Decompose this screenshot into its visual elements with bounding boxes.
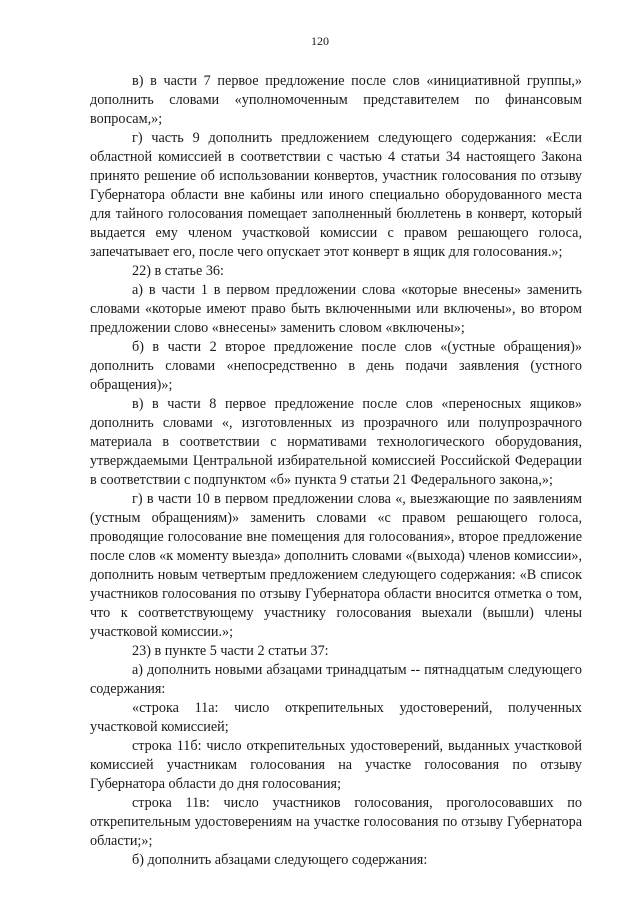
- paragraph: г) часть 9 дополнить предложением следующего содержания: «Если областной комиссией в соответствии с частью 4 статьи 34 настоящего Закона принято решение об использовании конвертов, участник голосования по отзыву Губернатора области вне кабины или иного специально оборудованного места для тайного голосования помещает заполненный бюллетень в конверт, который выдается ему членом участковой комиссии с правом решающего голоса, запечатывает его, после чего опускает этот конверт в ящик для голосования.»;: [90, 130, 582, 260]
- paragraph: 22) в статье 36:: [132, 263, 224, 279]
- paragraph: г) в части 10 в первом предложении слова «, выезжающие по заявлениям (устным обращениям)» заменить словами «с правом решающего голоса, проводящие голосование вне помещения для голосования», второе предложение после слов «к моменту выезда» дополнить словами «(выхода) членов комиссии», дополнить новым четвертым предложением следующего содержания: «В список участников голосования по отзыву Губернатора области вносится отметка о том, что к соответствующему участнику голосования выехали (вышли) члены участковой комиссии.»;: [90, 491, 582, 640]
- paragraph: строка 11в: число участников голосования, проголосовавших по открепительным удостоверениям на участке голосования по отзыву Губернатора области;»;: [90, 795, 582, 849]
- paragraph: «строка 11а: число открепительных удостоверений, полученных участковой комиссией;: [90, 700, 582, 735]
- paragraph: 23) в пункте 5 части 2 статьи 37:: [132, 643, 329, 659]
- paragraph: в) в части 8 первое предложение после слов «переносных ящиков» дополнить словами «, изготовленных из прозрачного или полупрозрачного материала в соответствии с нормативами технологического оборудования, утверждаемыми Центральной избирательной комиссией Российской Федерации в соответствии с подпунктом «б» пункта 9 статьи 21 Федерального закона,»;: [90, 396, 582, 488]
- paragraph: б) в части 2 второе предложение после слов «(устные обращения)» дополнить словами «непосредственно в день подачи заявления (устного обращения)»;: [90, 339, 582, 393]
- paragraph: б) дополнить абзацами следующего содержания:: [132, 852, 428, 868]
- paragraph: а) дополнить новыми абзацами тринадцатым -- пятнадцатым следующего содержания:: [90, 662, 582, 697]
- paragraph: а) в части 1 в первом предложении слова «которые внесены» заменить словами «которые имеют право быть включенными или включены», во втором предложении слово «внесены» заменить словом «включены»;: [90, 282, 582, 336]
- page-number: 120: [311, 34, 329, 48]
- document-body: [90, 72, 582, 870]
- paragraph: в) в части 7 первое предложение после слов «инициативной группы,» дополнить словами «уполномоченным представителем по финансовым вопросам,»;: [90, 73, 582, 127]
- paragraph: строка 11б: число открепительных удостоверений, выданных участковой комиссией участникам голосования на участке голосования по отзыву Губернатора области до дня голосования;: [90, 738, 582, 792]
